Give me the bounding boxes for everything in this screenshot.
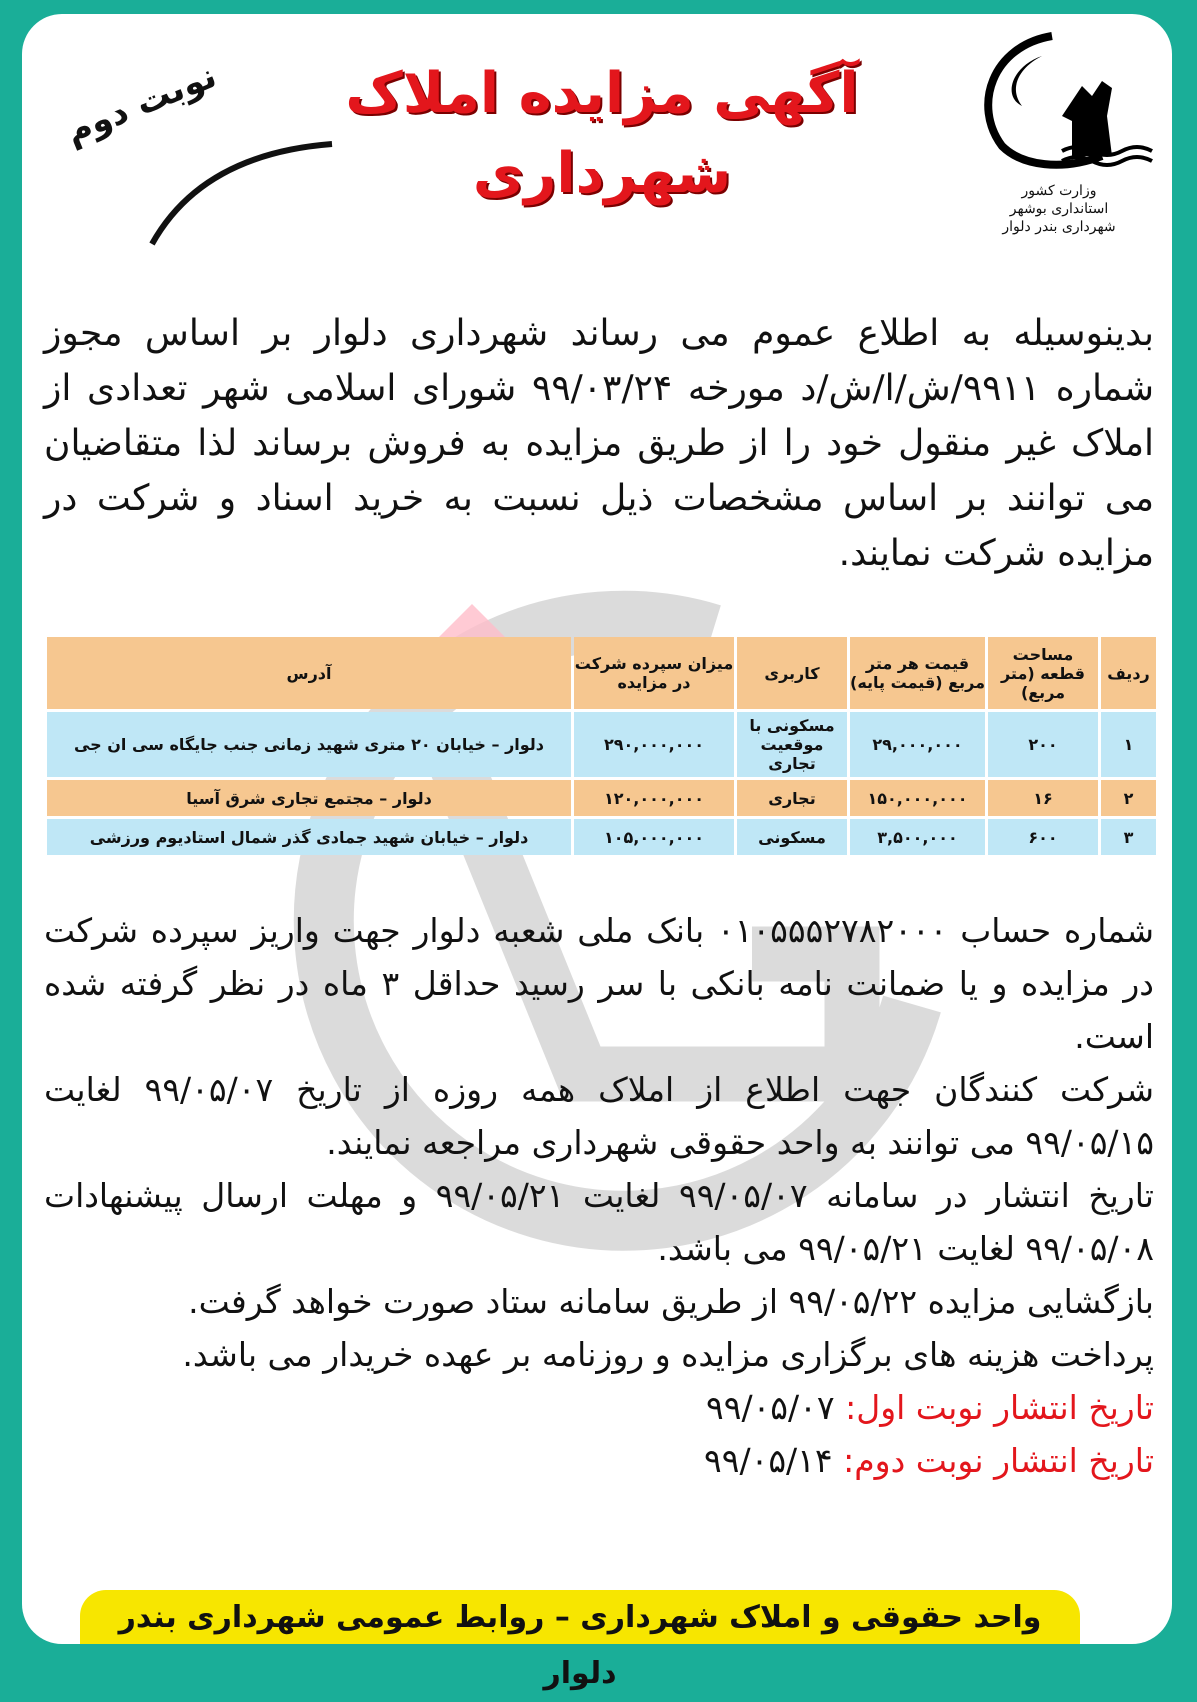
col-header: آدرس xyxy=(47,637,571,709)
col-header: ردیف xyxy=(1101,637,1156,709)
cell: ۲۹,۰۰۰,۰۰۰ xyxy=(850,712,985,777)
col-header: مساحت قطعه (متر مربع) xyxy=(988,637,1098,709)
cell: ۱۶ xyxy=(988,780,1098,816)
title-line-2: شهرداری xyxy=(472,141,732,206)
paragraph: تاریخ انتشار در سامانه ۹۹/۰۵/۰۷ لغایت ۹۹/۰۵/۲۱ و مهلت ارسال پیشنهادات ۹۹/۰۵/۰۸ لغایت ۹۹/۰۵/۲۱ می باشد. xyxy=(44,1176,1154,1268)
cell: مسکونی با موقعیت تجاری xyxy=(737,712,847,777)
table-header xyxy=(47,637,1156,709)
cell: ۱۵۰,۰۰۰,۰۰۰ xyxy=(850,780,985,816)
cell: دلوار – مجتمع تجاری شرق آسیا xyxy=(47,780,571,816)
cell: تجاری xyxy=(737,780,847,816)
title-line-1: آگهی مزایده املاک xyxy=(345,61,859,126)
logo-line: استانداری بوشهر xyxy=(1009,201,1109,217)
second-publish-date xyxy=(44,1434,1154,1487)
municipality-logo xyxy=(962,26,1152,176)
table-row xyxy=(47,712,1156,777)
decorative-arc xyxy=(142,134,342,254)
auction-notice xyxy=(22,14,1172,1691)
cell: ۱۲۰,۰۰۰,۰۰۰ xyxy=(574,780,734,816)
page-title xyxy=(322,54,882,214)
cell: دلوار – خیابان ۲۰ متری شهید زمانی جنب جایگاه سی ان جی xyxy=(47,712,571,777)
cell: ۱ xyxy=(1101,712,1156,777)
cell: ۲۹۰,۰۰۰,۰۰۰ xyxy=(574,712,734,777)
paragraph: شماره حساب ۰۱۰۵۵۵۲۷۸۲۰۰۰ بانک ملی شعبه دلوار جهت واریز سپرده شرکت در مزایده و یا ضمانت نامه بانکی با سر رسید حداقل ۳ ماه در نظر گرفته شده است. xyxy=(44,911,1155,1056)
cell: مسکونی xyxy=(737,819,847,855)
cell: دلوار – خیابان شهید جمادی گذر شمال استادیوم ورزشی xyxy=(47,819,571,855)
logo-line: شهرداری بندر دلوار xyxy=(1002,219,1116,235)
date-label: تاریخ انتشار نوبت اول: xyxy=(845,1388,1154,1427)
col-header: کاربری xyxy=(737,637,847,709)
cell: ۶۰۰ xyxy=(988,819,1098,855)
cell: ۳,۵۰۰,۰۰۰ xyxy=(850,819,985,855)
cell: ۱۰۵,۰۰۰,۰۰۰ xyxy=(574,819,734,855)
paragraph: پرداخت هزینه های برگزاری مزایده و روزنامه بر عهده خریدار می باشد. xyxy=(182,1335,1154,1374)
first-publish-date xyxy=(44,1381,1154,1434)
date-value: ۹۹/۰۵/۱۴ xyxy=(704,1441,833,1480)
intro-paragraph: بدینوسیله به اطلاع عموم می رساند شهرداری دلوار بر اساس مجوز شماره ۹۹۱۱/ش/ا/ش/د مورخه ۹۹/۰۳/۲۴ شورای اسلامی شهر تعدادی از املاک غیر منقول خود را از طریق مزایده به فروش برساند لذا متقاضیان می توانند بر اساس مشخصات ذیل نسبت به خرید اسناد و شرکت در مزایده شرکت نمایند. xyxy=(44,313,1154,574)
table-row xyxy=(47,780,1156,816)
footer-banner: واحد حقوقی و املاک شهرداری – روابط عمومی شهرداری بندر دلوار xyxy=(80,1590,1080,1644)
date-value: ۹۹/۰۵/۰۷ xyxy=(706,1388,835,1427)
cell: ۳ xyxy=(1101,819,1156,855)
col-header: میزان سپرده شرکت در مزایده xyxy=(574,637,734,709)
paragraph: بازگشایی مزایده ۹۹/۰۵/۲۲ از طریق سامانه ستاد صورت خواهد گرفت. xyxy=(188,1282,1154,1321)
round-label: نوبت دوم xyxy=(60,55,222,153)
logo-line: وزارت کشور xyxy=(1021,183,1097,199)
date-label: تاریخ انتشار نوبت دوم: xyxy=(843,1441,1154,1480)
cell: ۲ xyxy=(1101,780,1156,816)
paragraph: شرکت کنندگان جهت اطلاع از املاک همه روزه از تاریخ ۹۹/۰۵/۰۷ لغایت ۹۹/۰۵/۱۵ می توانند به واحد حقوقی شهرداری مراجعه نمایند. xyxy=(44,1070,1155,1162)
table-row xyxy=(47,819,1156,855)
details xyxy=(44,904,1154,1487)
properties-table xyxy=(44,634,1159,858)
col-header: قیمت هر متر مربع (قیمت پایه) xyxy=(850,637,985,709)
logo-subtitle xyxy=(984,182,1134,236)
cell: ۲۰۰ xyxy=(988,712,1098,777)
